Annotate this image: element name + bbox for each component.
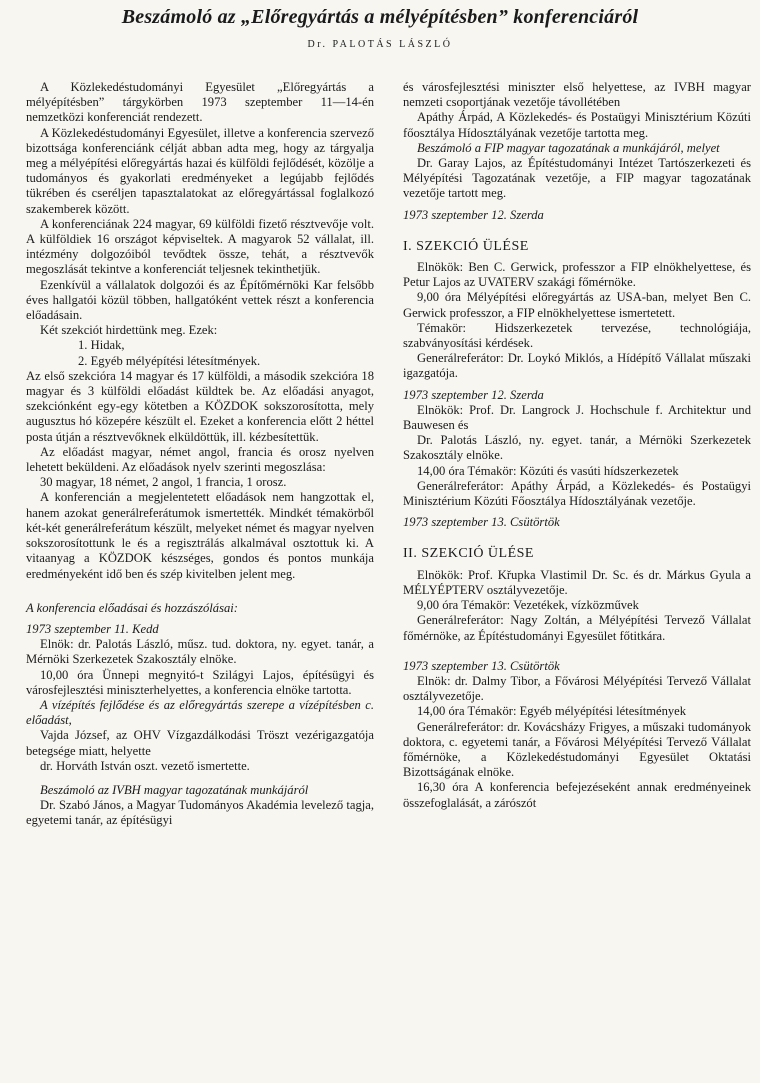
program-entry: 9,00 óra Témakör: Vezetékek, vízközművek: [417, 598, 639, 613]
section-heading: I. SZEKCIÓ ÜLÉSE: [403, 238, 529, 254]
program-entry: 10,00 óra Ünnepi megnyitó-t Szilágyi Lajos, építésügyi és városfejlesztési miniszterhelyettes, a konferencia elnöke tartotta.: [26, 667, 374, 697]
program-entry: A vízépítés fejlődése és az előregyártás szerepe a vízépítésben c. előadást,: [26, 697, 374, 728]
topic-item: 1. Hidak,: [78, 338, 125, 353]
paragraph-reports: A konferencián a megjelentetett előadások nem hangzottak el, hanem azokat generálreferátumok ismertették. Mindkét témakörből két-két generálreferátum készült, melyeket német és magyar nyelven sokszorosítottunk le és a regisztrálás alkalmával osztottuk ki. A vitaanyag a KÖZDOK készséges, gondos és pontos munkája eredményeként idő ben és szép kivitelben jelent meg.: [26, 490, 374, 581]
topic-item: 2. Egyéb mélyépítési létesítmények.: [78, 353, 261, 368]
paragraph-sections: Két szekciót hirdettünk meg. Ezek:: [40, 323, 218, 338]
program-date: 1973 szeptember 12. Szerda: [403, 387, 544, 402]
program-entry: Generálreferátor: Apáthy Árpád, a Közlekedés- és Postaügyi Minisztérium Közúti Főosztálya Hídosztályának vezetője.: [403, 478, 751, 509]
paragraph-submissions: Az első szekcióra 14 magyar és 17 külföldi, a második szekcióra 18 magyar és 3 külföldi előadást küldtek be. Az előadási anyagot, szekciónként egy-egy kötetben a KÖZDOK sokszorosította, mely augusztus hó közepére készült el. Ezeket a konferencia előtt 2 héttel posta útján a résztvevőknek elküldöttük, ill. kézbesítettük.: [26, 368, 374, 444]
program-date: 1973 szeptember 12. Szerda: [403, 207, 544, 222]
program-entry: Apáthy Árpád, A Közlekedés- és Postaügyi Minisztérium Közúti főosztálya Hídosztályának vezetője tartotta meg.: [403, 110, 751, 140]
program-entry: Dr. Szabó János, a Magyar Tudományos Akadémia levelező tagja, egyetemi tanár, az építésügyi: [26, 798, 374, 828]
paragraph-participants: A konferenciának 224 magyar, 69 külföldi fizető résztvevője volt. A külföldiek 16 országot képviseltek. A magyarok 52 vállalat, ill. intézmény dolgozóiból tevődtek össze, tehát, a résztvevők megoszlását tekintve a konferenciát teljesnek tekinthetjük.: [26, 216, 374, 277]
article-title: Beszámoló az „Előregyártás a mélyépítésben” konferenciáról: [121, 6, 639, 28]
program-entry: Témakör: Hidszerkezetek tervezése, technológiája, szabványosítási kérdések.: [403, 320, 751, 351]
program-entry: Generálreferátor: dr. Kovácsházy Frigyes, a műszaki tudományok doktora, c. egyetemi tanár, a Fővárosi Mélyépítési Tervező Vállalat főmérnöke, a Közlekedéstudományi Egyesület Oktatási Bizottságának elnöke.: [403, 719, 751, 780]
program-entry: dr. Horváth István oszt. vezető ismertette.: [40, 758, 250, 773]
program-entry: 14,00 óra Témakör: Közúti és vasúti hídszerkezetek: [417, 463, 679, 478]
left-column: [26, 80, 374, 829]
program-entry: Elnök: dr. Dalmy Tibor, a Fővárosi Mélyépítési Tervező Vállalat osztályvezetője.: [403, 673, 751, 704]
section-heading: II. SZEKCIÓ ÜLÉSE: [403, 546, 534, 562]
program-entry: Beszámoló az IVBH magyar tagozatának munkájáról: [40, 782, 309, 797]
paragraph-purpose: A Közlekedéstudományi Egyesület, illetve a konferencia szervező bizottsága konferenciánk célját abban adta meg, hogy az tárgyalja meg a mélyépítési előregyártás hazai és külföldi fejlődését, közölje a tudományos és gyakorlati eredményeket a legújabb fejlődés tükrében és cseréljen tapasztalatokat az előregyártással foglalkozó szakemberek között.: [26, 125, 374, 216]
program-date: 1973 szeptember 11. Kedd: [26, 621, 159, 636]
program-date: 1973 szeptember 13. Csütörtök: [403, 515, 560, 530]
program-subheading: A konferencia előadásai és hozzászólásai:: [26, 600, 238, 615]
program-entry: Elnökök: Prof. Dr. Langrock J. Hochschule f. Architektur und Bauwesen és: [403, 402, 751, 433]
paragraph-language-split: 30 magyar, 18 német, 2 angol, 1 francia, 1 orosz.: [40, 475, 287, 490]
topic-list: [26, 338, 374, 368]
paragraph-intro: A Közlekedéstudományi Egyesület „Előregyártás a mélyépítésben” tárgykörben 1973 szeptember 11—14-én nemzetközi konferenciát rendezett.: [26, 80, 374, 125]
right-column: [403, 80, 751, 811]
program-entry: Elnökök: Ben C. Gerwick, professzor a FIP elnökhelyettese, és Petur Lajos az UVATERV szakági főmérnöke.: [403, 260, 751, 290]
program-entry: Dr. Garay Lajos, az Építéstudományi Intézet Tartószerkezeti és Mélyépítési Tagozatának vezetője, a FIP magyar tagozatának vezetője tartott meg.: [403, 156, 751, 201]
paragraph-languages: Az előadást magyar, német angol, francia és orosz nyelven lehetett beküldeni. Az előadások nyelv szerinti megoszlása:: [26, 444, 374, 475]
program-date: 1973 szeptember 13. Csütörtök: [403, 658, 560, 673]
program-entry: és városfejlesztési miniszter első helyettese, az IVBH magyar nemzeti csoportjának vezetője távollétében: [403, 80, 751, 110]
program-entry: 14,00 óra Témakör: Egyéb mélyépítési létesítmények: [417, 704, 687, 719]
program-entry: Beszámoló a FIP magyar tagozatának a munkájáról, melyet: [417, 140, 720, 155]
program-entry: 9,00 óra Mélyépítési előregyártás az USA-ban, melyet Ben C. Gerwick professzor, a FIP elnökhelyettese ismertetett.: [403, 290, 751, 320]
article-author: Dr. PALOTÁS LÁSZLÓ: [307, 39, 453, 50]
program-entry: Generálreferátor: Nagy Zoltán, a Mélyépítési Tervező Vállalat főmérnöke, az Építéstudományi Egyesület főtitkára.: [403, 613, 751, 643]
program-entry: Generálreferátor: Dr. Loykó Miklós, a Hídépítő Vállalat műszaki igazgatója.: [403, 351, 751, 381]
program-entry: 16,30 óra A konferencia befejezéseként annak eredményeinek összefoglalását, a zárószót: [403, 780, 751, 810]
paragraph-students: Ezenkívül a vállalatok dolgozói és az Építőmérnöki Kar felsőbb éves hallgatói közül többen, hallgatóként vettek részt a konferencia előadásain.: [26, 277, 374, 323]
program-entry: Vajda József, az OHV Vízgazdálkodási Tröszt vezérigazgatója betegsége miatt, helyette: [26, 728, 374, 758]
program-entry: Elnökök: Prof. Křupka Vlastimil Dr. Sc. és dr. Márkus Gyula a MÉLYÉPTERV osztályvezetője.: [403, 567, 751, 597]
program-entry: Dr. Palotás László, ny. egyet. tanár, a Mérnöki Szerkezetek Szakosztály elnöke.: [403, 433, 751, 463]
program-entry: Elnök: dr. Palotás László, műsz. tud. doktora, ny. egyet. tanár, a Mérnöki Szerkezetek Szakosztály elnöke.: [26, 637, 374, 667]
